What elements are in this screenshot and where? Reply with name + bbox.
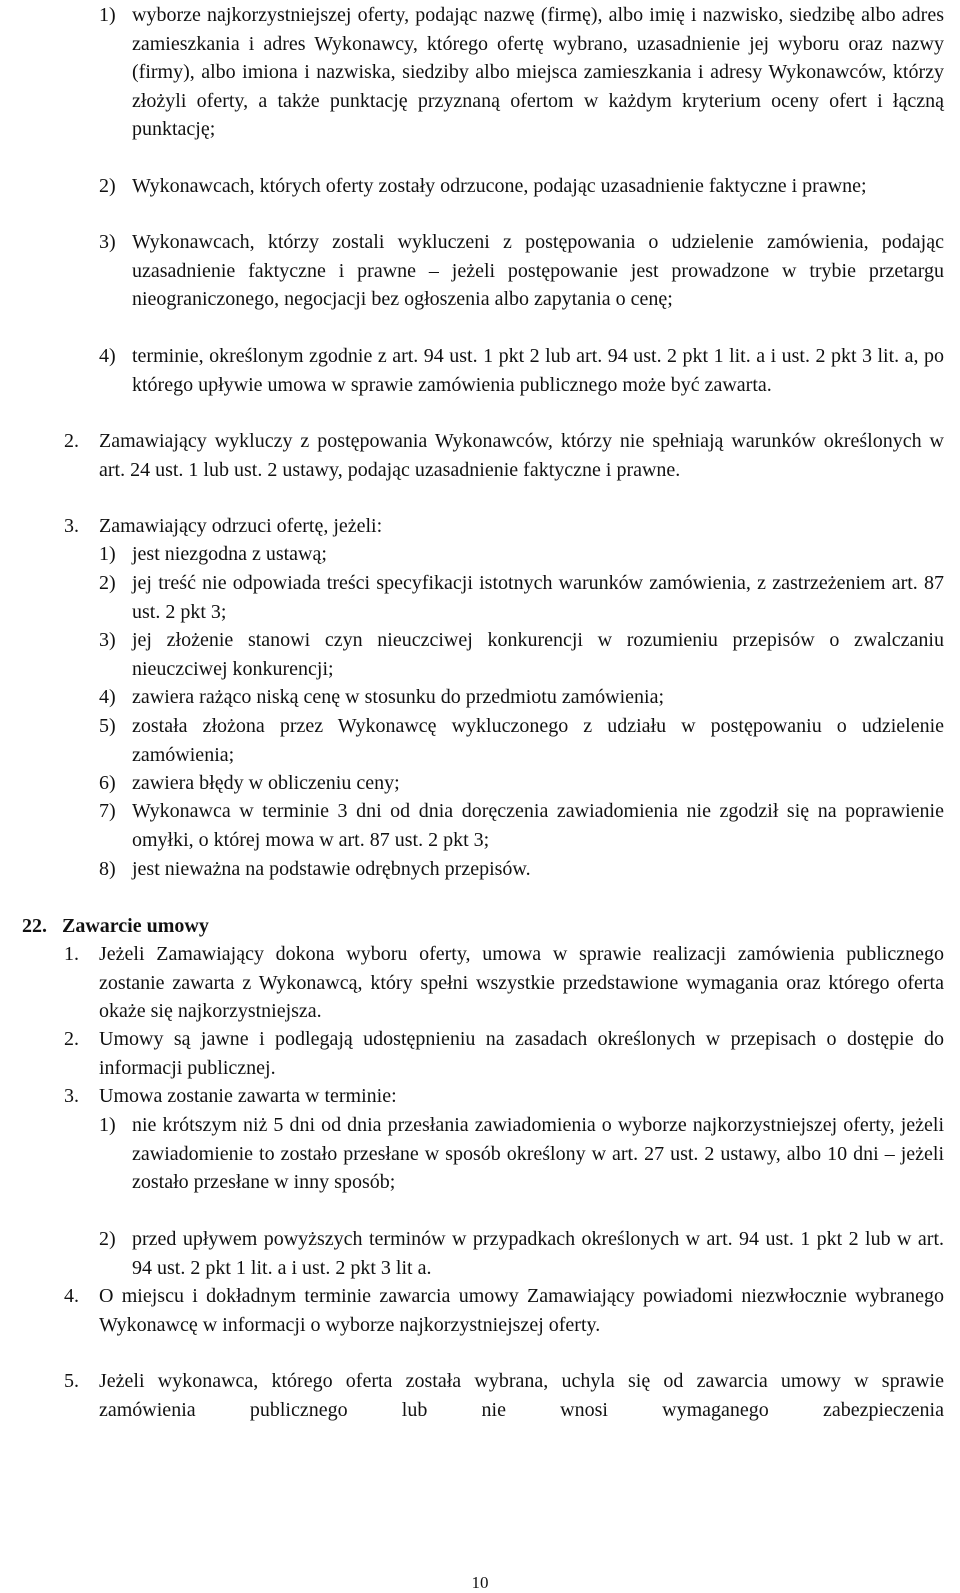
list-item-number: 1) — [99, 4, 116, 26]
paragraph-number: 4. — [64, 1285, 79, 1307]
list-item-text: jest niezgodna z ustawą; — [132, 543, 327, 565]
section-number: 22. — [22, 915, 47, 937]
numbered-paragraph — [64, 940, 944, 1026]
list-item — [99, 172, 944, 201]
numbered-paragraph — [64, 427, 944, 484]
list-item-text: jej złożenie stanowi czyn nieuczciwej konkurencji w rozumieniu przepisów o zwalczaniu nieuczciwej konkurencji; — [132, 629, 944, 680]
paragraph-number: 2. — [64, 430, 79, 452]
list-item-text: terminie, określonym zgodnie z art. 94 ust. 1 pkt 2 lub art. 94 ust. 2 pkt 1 lit. a i ust. 2 pkt 3 lit. a, po którego upływie umowa w sprawie zamówienia publicznego może być zawarta. — [132, 345, 944, 396]
list-item-text: została złożona przez Wykonawcę wykluczonego z udziału w postępowaniu o udzielenie zamówienia; — [132, 715, 944, 766]
paragraph-text: Zamawiający odrzuci ofertę, jeżeli: — [99, 515, 383, 537]
list-item-number: 8) — [99, 858, 116, 880]
list-item — [99, 1111, 944, 1197]
numbered-paragraph — [64, 1082, 944, 1111]
list-item — [99, 342, 944, 399]
list-item — [99, 797, 944, 854]
numbered-paragraph — [64, 1367, 944, 1424]
list-item-text: nie krótszym niż 5 dni od dnia przesłania zawiadomienia o wyborze najkorzystniejszej oferty, jeżeli zawiadomienie to zostało przesłane w sposób określony w art. 27 ust. 2 ustawy, albo 10 dni – jeżeli zostało przesłane w inny sposób; — [132, 1114, 944, 1193]
paragraph-number: 1. — [64, 943, 79, 965]
list-item-number: 3) — [99, 231, 116, 253]
list-item-text: wyborze najkorzystniejszej oferty, podając nazwę (firmę), albo imię i nazwisko, siedzibę albo adres zamieszkania i adres Wykonawcy, którego ofertę wybrano, uzasadnienie jej wyboru oraz nazwy (firmy), albo imiona i nazwiska, siedziby albo miejsca zamieszkania i adresy Wykonawców, którzy złożyli oferty, a także punktację przyznaną ofertom w każdym kryterium oceny ofert i łączną punktację; — [132, 4, 944, 140]
numbered-paragraph — [64, 512, 944, 541]
paragraph-text: Zamawiający wykluczy z postępowania Wykonawców, którzy nie spełniają warunków określonych w art. 24 ust. 1 lub ust. 2 ustawy, podając uzasadnienie faktyczne i prawne. — [99, 430, 944, 481]
list-item-number: 7) — [99, 800, 116, 822]
paragraph-text: O miejscu i dokładnym terminie zawarcia umowy Zamawiający powiadomi niezwłocznie wybranego Wykonawcę w informacji o wyborze najkorzystniejszej oferty. — [99, 1285, 944, 1336]
list-item — [99, 540, 944, 569]
list-item-number: 4) — [99, 345, 116, 367]
list-item — [99, 712, 944, 769]
list-item — [99, 769, 944, 798]
list-item-number: 3) — [99, 629, 116, 651]
paragraph-text: Umowa zostanie zawarta w terminie: — [99, 1085, 397, 1107]
list-item-number: 6) — [99, 772, 116, 794]
list-item — [99, 1, 944, 144]
list-item — [99, 1225, 944, 1282]
section-heading — [22, 912, 209, 940]
paragraph-number: 3. — [64, 515, 79, 537]
list-item-number: 2) — [99, 1228, 116, 1250]
numbered-paragraph — [64, 1282, 944, 1339]
list-item-text: zawiera błędy w obliczeniu ceny; — [132, 772, 400, 794]
list-item-number: 2) — [99, 175, 116, 197]
list-item — [99, 855, 944, 884]
list-item — [99, 569, 944, 626]
paragraph-number: 5. — [64, 1370, 79, 1392]
list-item-number: 5) — [99, 715, 116, 737]
list-item — [99, 228, 944, 314]
paragraph-number: 2. — [64, 1028, 79, 1050]
list-item-text: przed upływem powyższych terminów w przypadkach określonych w art. 94 ust. 1 pkt 2 lub w art. 94 ust. 2 pkt 1 lit. a i ust. 2 pkt 3 lit a. — [132, 1228, 944, 1279]
paragraph-number: 3. — [64, 1085, 79, 1107]
list-item — [99, 683, 944, 712]
list-item-text: jej treść nie odpowiada treści specyfikacji istotnych warunków zamówienia, z zastrzeżeniem art. 87 ust. 2 pkt 3; — [132, 572, 944, 623]
list-item-number: 4) — [99, 686, 116, 708]
paragraph-text: Umowy są jawne i podlegają udostępnieniu na zasadach określonych w przepisach o dostępie do informacji publicznej. — [99, 1028, 944, 1079]
list-item-number: 1) — [99, 543, 116, 565]
paragraph-text: Jeżeli wykonawca, którego oferta została wybrana, uchyla się od zawarcia umowy w sprawie zamówienia publicznego lub nie wnosi wymaganego zabezpieczenia — [99, 1370, 944, 1421]
list-item — [99, 626, 944, 683]
page-number: 10 — [471, 1573, 489, 1592]
list-item-text: Wykonawca w terminie 3 dni od dnia doręczenia zawiadomienia nie zgodził się na poprawienie omyłki, o której mowa w art. 87 ust. 2 pkt 3; — [132, 800, 944, 851]
list-item-text: Wykonawcach, którzy zostali wykluczeni z postępowania o udzielenie zamówienia, podając uzasadnienie faktyczne i prawne – jeżeli postępowanie jest prowadzone w trybie przetargu nieograniczonego, negocjacji bez ogłoszenia albo zapytania o cenę; — [132, 231, 944, 310]
list-item-text: zawiera rażąco niską cenę w stosunku do przedmiotu zamówienia; — [132, 686, 665, 708]
list-item-number: 2) — [99, 572, 116, 594]
list-item-text: Wykonawcach, których oferty zostały odrzucone, podając uzasadnienie faktyczne i prawne; — [132, 175, 867, 197]
numbered-paragraph — [64, 1025, 944, 1082]
section-title: Zawarcie umowy — [62, 915, 209, 937]
list-item-text: jest nieważna na podstawie odrębnych przepisów. — [132, 858, 531, 880]
list-item-number: 1) — [99, 1114, 116, 1136]
paragraph-text: Jeżeli Zamawiający dokona wyboru oferty, umowa w sprawie realizacji zamówienia publicznego zostanie zawarta z Wykonawcą, który spełni wszystkie przedstawione wymagania oraz którego oferta okaże się najkorzystniejsza. — [99, 943, 944, 1022]
